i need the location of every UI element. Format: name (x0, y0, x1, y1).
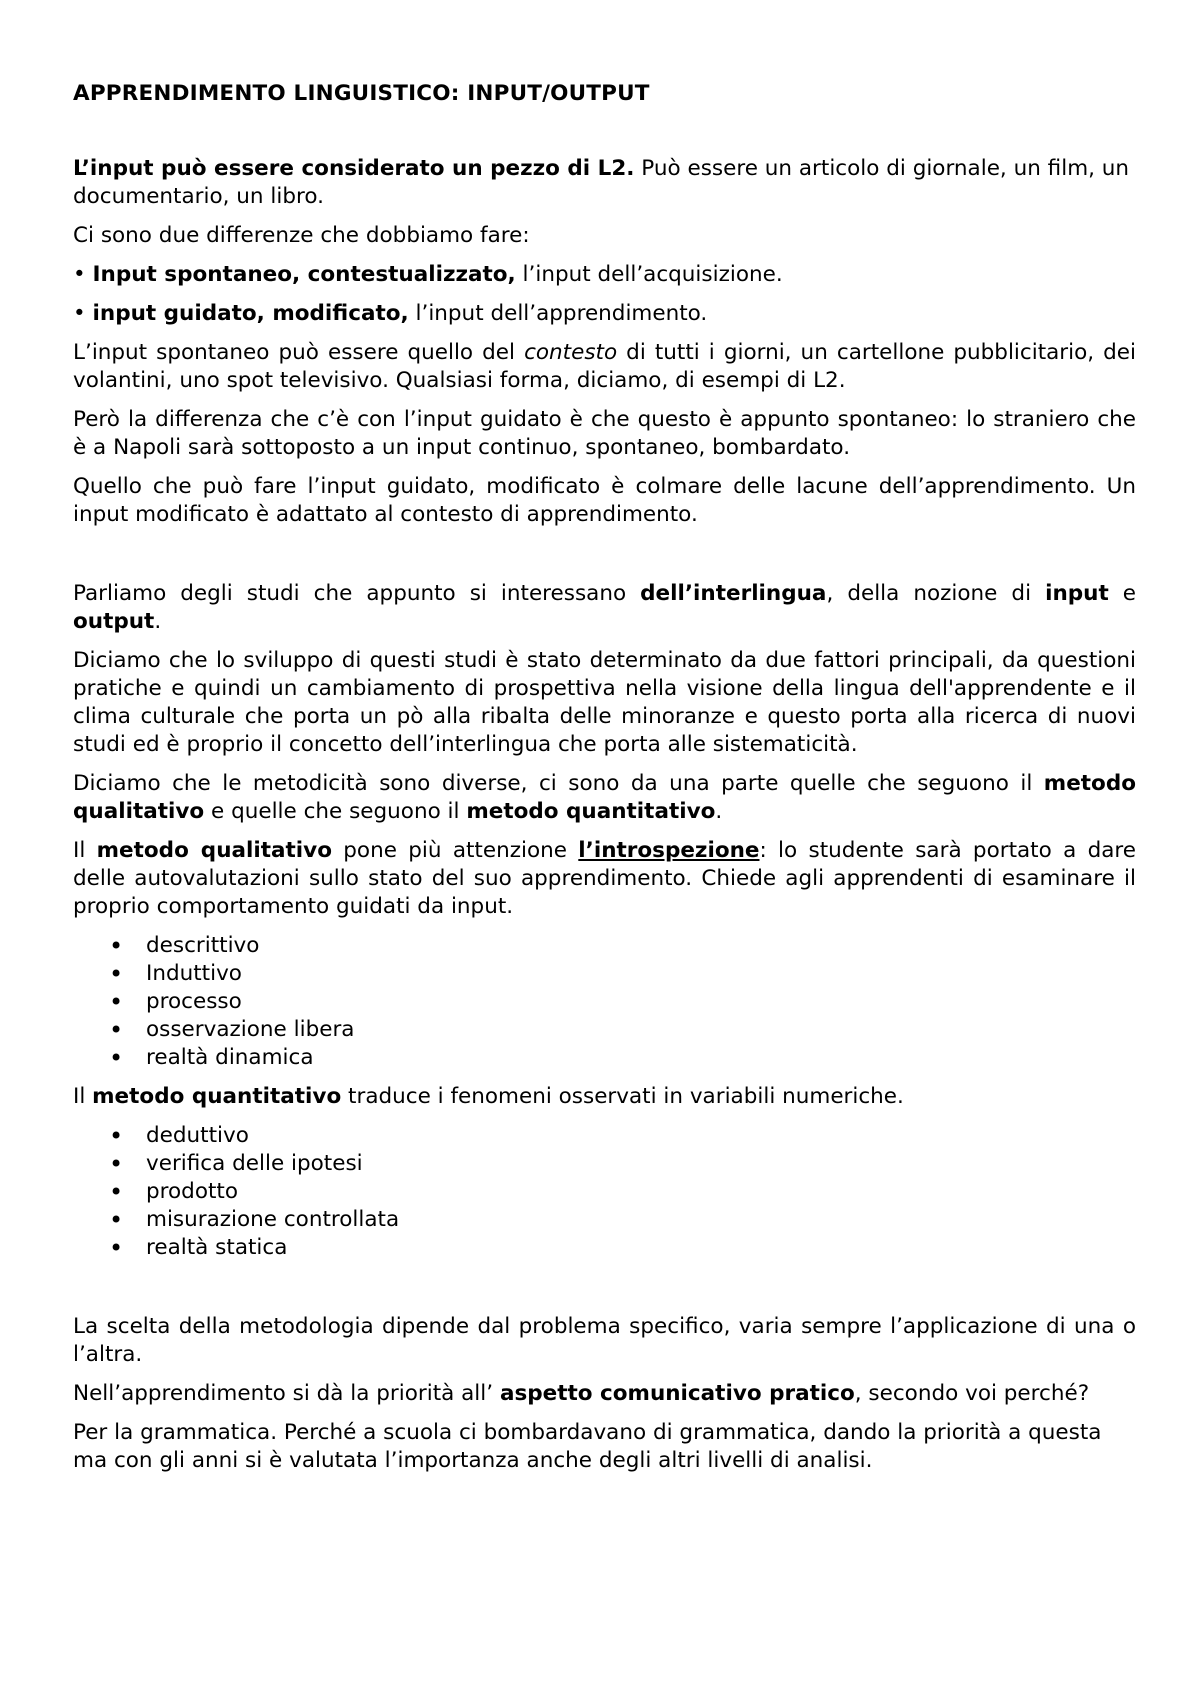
text: , della nozione di (826, 581, 1046, 606)
list-item: • verifica delle ipotesi (146, 1150, 1136, 1178)
text: e (1108, 581, 1136, 606)
list-item: • descrittivo (146, 932, 1136, 960)
text: Diciamo che le metodicità sono diverse, ci sono da una parte quelle che seguono il (73, 771, 1044, 796)
paragraph-metodicita (73, 770, 1136, 826)
italic-text: contesto (524, 340, 618, 365)
paragraph-input-guidato: Quello che può fare l’input guidato, modificato è colmare delle lacune dell’apprendimento. Un input modificato è adattato al contesto di apprendimento. (73, 474, 1136, 527)
paragraph-aspetto-comunicativo (73, 1380, 1136, 1408)
list-item: • processo (146, 988, 1136, 1016)
text: di tutti i giorni, un cartellone pubblicitario, dei volantini, uno spot televisivo. Qualsiasi forma, diciamo, di esempi di L2. (73, 340, 1137, 393)
text: l’input dell’acquisizione. (515, 262, 783, 287)
list-item: • realtà dinamica (146, 1044, 1136, 1072)
paragraph-scelta-metodologia: La scelta della metodologia dipende dal problema specifico, varia sempre l’applicazione di una o l’altra. (73, 1314, 1136, 1367)
list-quantitativo (73, 1122, 1136, 1262)
text: Può essere un articolo di giornale, un film, un documentario, un libro. (73, 156, 1130, 209)
text: . (154, 609, 162, 634)
text: e quelle che seguono il (204, 799, 467, 824)
text: traduce i fenomeni osservati in variabili numeriche. (341, 1084, 904, 1109)
paragraph-differences: Ci sono due differenze che dobbiamo fare: (73, 223, 530, 248)
text: l’input dell’apprendimento. (408, 301, 708, 326)
bold-text: dell’interlingua (640, 581, 827, 606)
text: Il (73, 1084, 93, 1109)
text: : lo studente sarà portato a dare delle autovalutazioni sullo stato del suo apprendimento. Chiede agli apprendenti di esaminare il proprio comportamento guidati da input. (73, 838, 1136, 919)
list-item: • Induttivo (146, 960, 1136, 988)
paragraph-metodo-quantitativo (73, 1083, 1136, 1111)
bold-text: Input spontaneo, contestualizzato, (92, 262, 516, 287)
bold-text: metodo qualitativo (96, 838, 332, 863)
bold-text: metodo quantitativo (92, 1084, 342, 1109)
spacer (73, 1273, 1136, 1313)
text: Il (73, 838, 97, 863)
text: Nell’apprendimento si dà la priorità all’ (73, 1381, 500, 1406)
spacer (73, 540, 1136, 580)
list-item: • osservazione libera (146, 1016, 1136, 1044)
paragraph-metodo-qualitativo (73, 837, 1136, 921)
paragraph-input-definition (73, 155, 1136, 211)
bullet-marker: • (73, 262, 86, 287)
bold-text: input (1045, 581, 1109, 606)
text: , secondo voi perché? (854, 1381, 1090, 1406)
bold-text: metodo qualitativo (73, 771, 1136, 824)
paragraph-differenza: Però la differenza che c’è con l’input guidato è che questo è appunto spontaneo: lo straniero che è a Napoli sarà sottoposto a un input continuo, spontaneo, bombardato. (73, 407, 1136, 460)
bullet-input-spontaneo (73, 261, 1136, 289)
list-item: • misurazione controllata (146, 1206, 1136, 1234)
text: pone più attenzione (331, 838, 579, 863)
bold-text: aspetto comunicativo pratico (499, 1381, 855, 1406)
text: Parliamo degli studi che appunto si interessano (73, 581, 641, 606)
bullet-input-guidato (73, 300, 1136, 328)
bold-text: L’input può essere considerato un pezzo di L2. (73, 156, 635, 181)
bullet-marker: • (73, 301, 86, 326)
bold-text: metodo quantitativo (466, 799, 716, 824)
bold-underlined-text: l’introspezione (578, 838, 760, 863)
list-item: • deduttivo (146, 1122, 1136, 1150)
text: . (715, 799, 723, 824)
paragraph-studi (73, 580, 1136, 636)
text: L’input spontaneo può essere quello del (73, 340, 525, 365)
list-item: • prodotto (146, 1178, 1136, 1206)
document-title: APPRENDIMENTO LINGUISTICO: INPUT/OUTPUT (73, 81, 650, 106)
paragraph-grammatica: Per la grammatica. Perché a scuola ci bombardavano di grammatica, dando la priorità a questa ma con gli anni si è valutata l’importanza anche degli altri livelli di analisi. (73, 1420, 1102, 1473)
paragraph-sviluppo: Diciamo che lo sviluppo di questi studi è stato determinato da due fattori principali, da questioni pratiche e quindi un cambiamento di prospettiva nella visione della lingua dell'apprendente e il clima culturale che porta un pò alla ribalta delle minoranze e questo porta alla ricerca di nuovi studi ed è proprio il concetto dell’interlingua che porta alle sistematicità. (73, 648, 1136, 757)
paragraph-input-spontaneo (73, 339, 1136, 395)
list-item: • realtà statica (146, 1234, 1136, 1262)
list-qualitativo (73, 932, 1136, 1072)
bold-text: input guidato, modificato, (92, 301, 409, 326)
bold-text: output (73, 609, 155, 634)
